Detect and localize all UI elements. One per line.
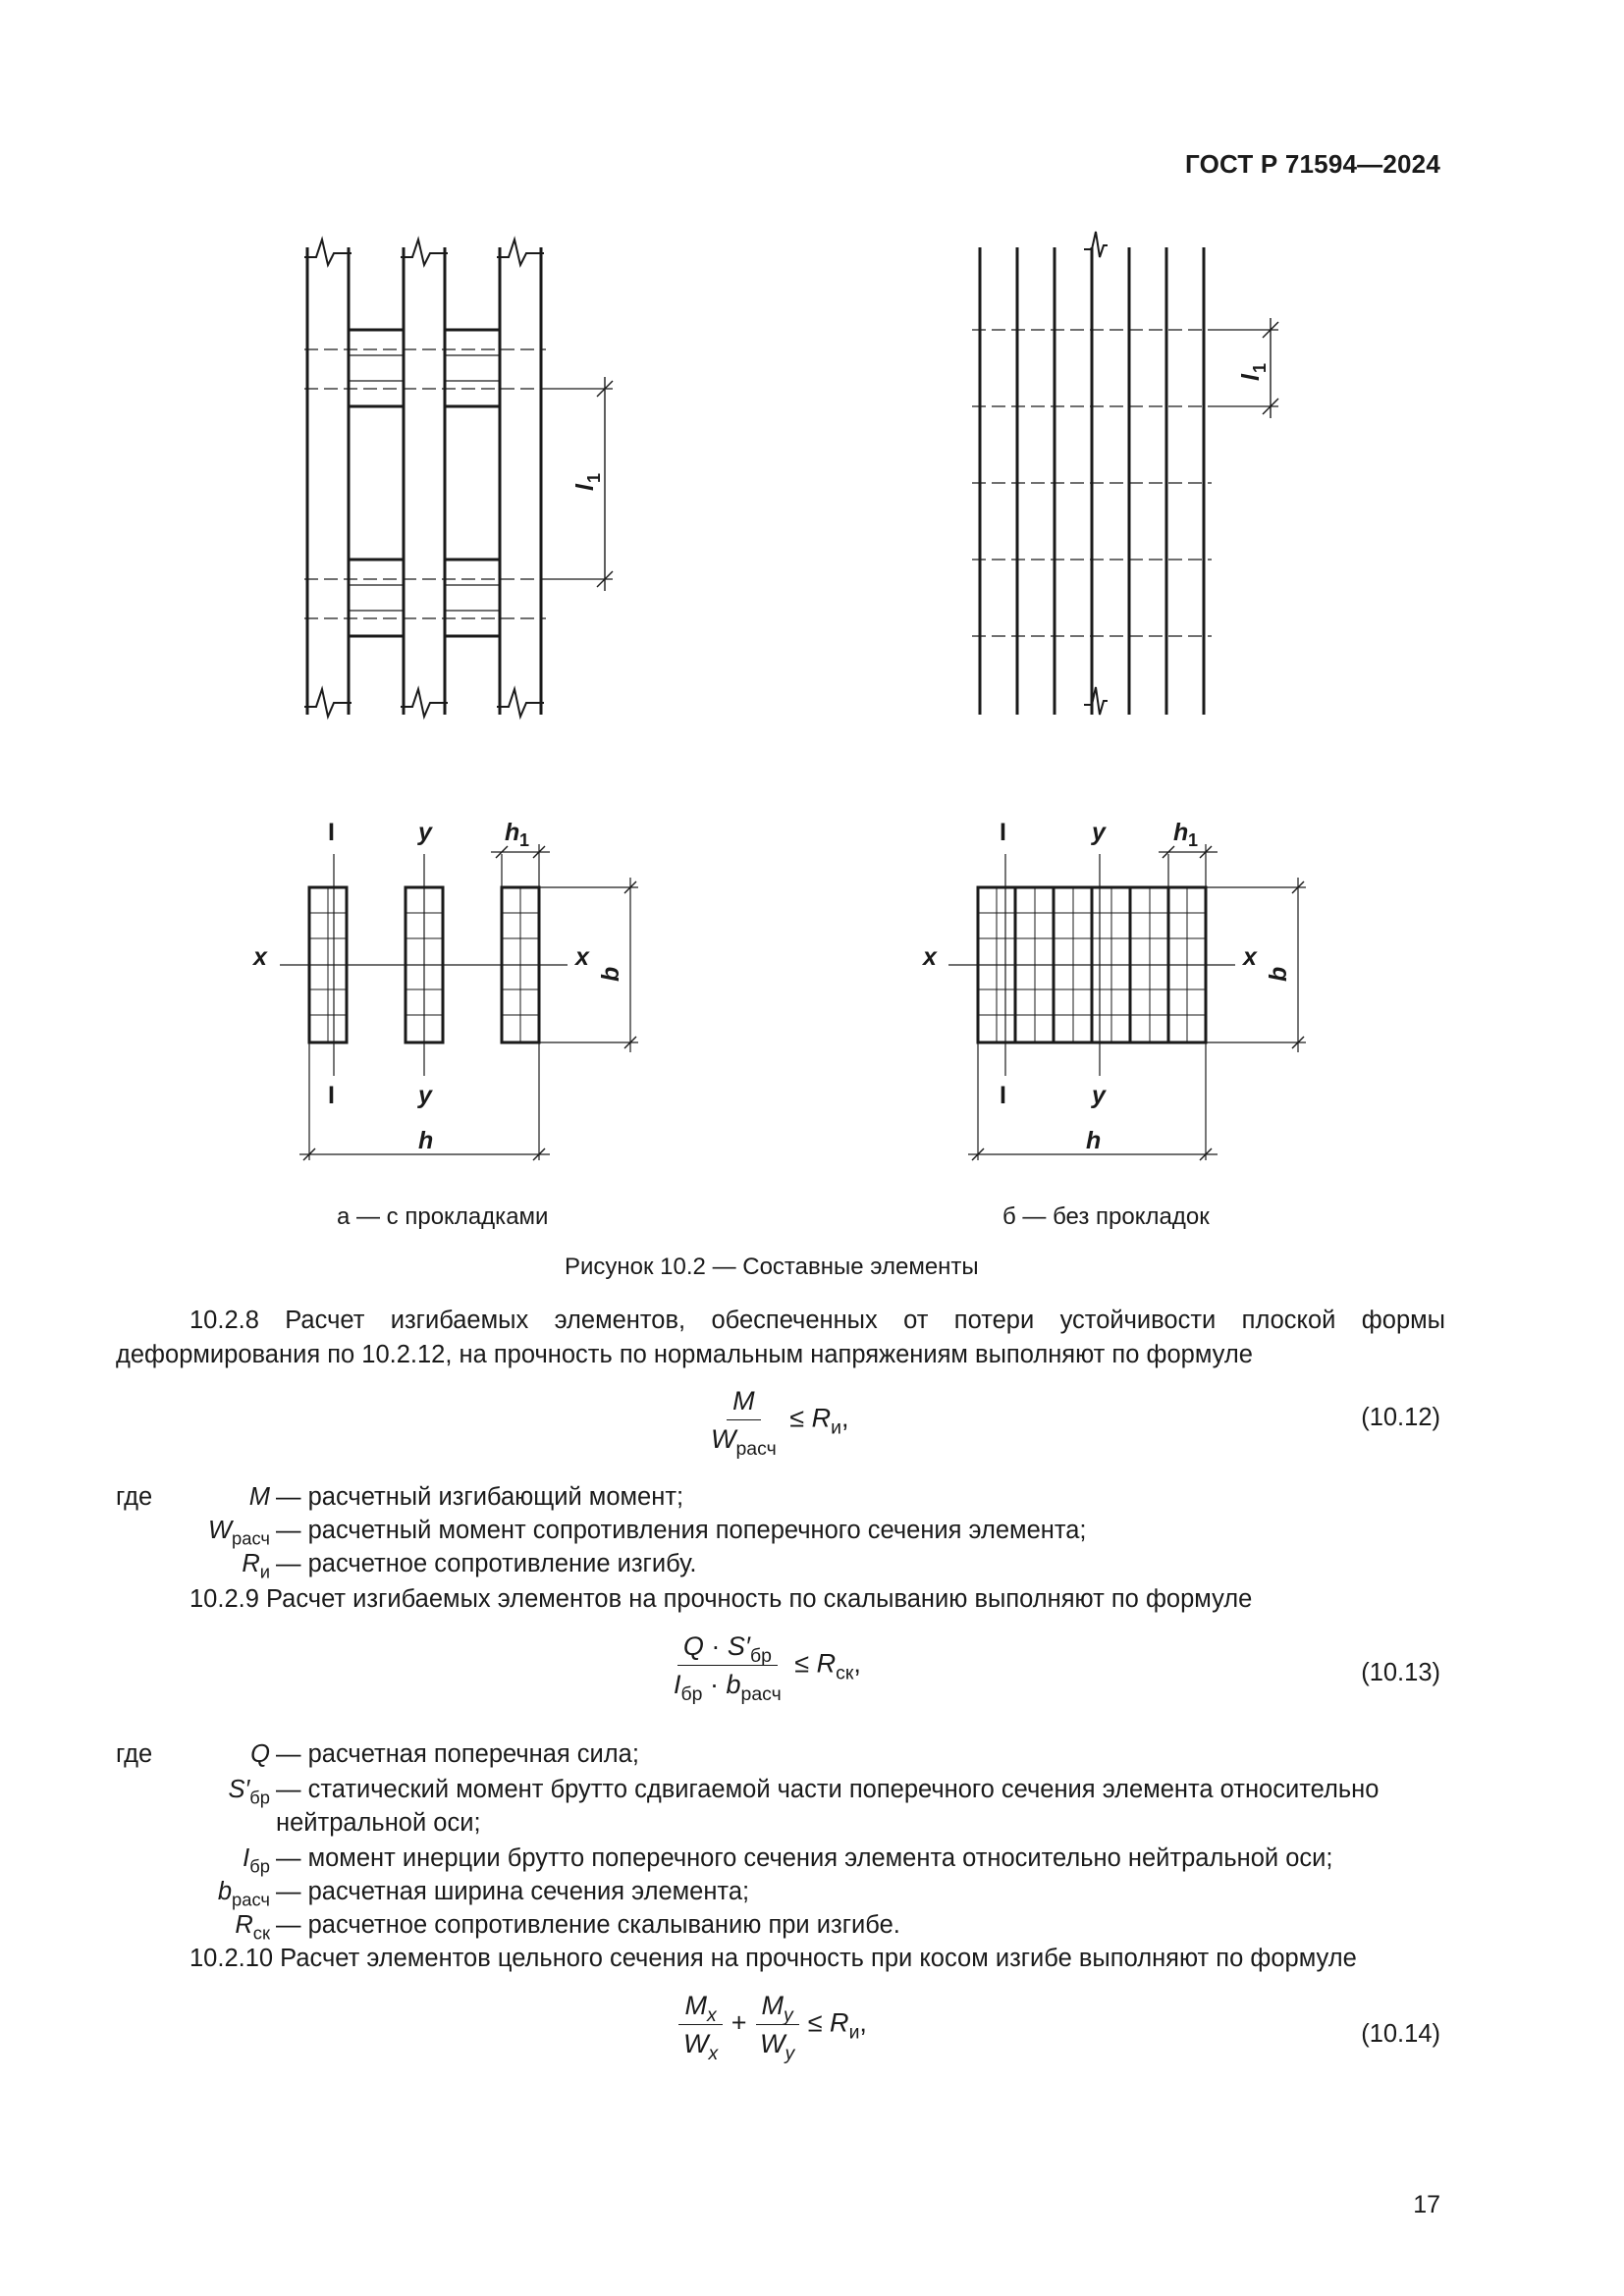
definition-row: $R_и$ — расчетное сопротивление изгибу. [242, 1550, 697, 1582]
paragraph-10-2-10: 10.2.10 Расчет элементов цельного сечения на прочность при косом изгибе выполняют по формуле [189, 1945, 1357, 1972]
label-axis-x-left-a: x [253, 943, 267, 971]
document-id: ГОСТ Р 71594—2024 [1185, 149, 1440, 179]
equation-number-10-13: (10.13) [1361, 1659, 1440, 1686]
svg-text:l: l [1237, 374, 1265, 381]
section-without-spacers [948, 844, 1306, 1160]
label-axis-i-top-left: I [328, 819, 335, 846]
where-label-2: где [116, 1740, 153, 1768]
svg-text:1: 1 [584, 472, 604, 483]
label-axis-i-top-right: I [1000, 819, 1006, 846]
elevation-with-spacers [304, 240, 613, 717]
definition-row: $S'_{бр}$ — статический момент брутто сдвигаемой части поперечного сечения элемента относительно нейтральной оси; [228, 1776, 1380, 1837]
formula-10-12: $\frac{M}{W_{расч}}$ ≤ $R_и$, [711, 1386, 849, 1460]
page-number: 17 [1413, 2191, 1440, 2218]
formula-10-13: $\frac{Q \cdot S'_{бр}}{I_{бр} \cdot b_{расч}}$ ≤ $R_{ск}$, [674, 1631, 861, 1705]
definition-row: M — расчетный изгибающий момент; [248, 1483, 684, 1511]
label-b-left [597, 967, 624, 982]
figure-title: Рисунок 10.2 — Составные элементы [565, 1254, 979, 1280]
svg-text:1: 1 [519, 830, 530, 850]
definition-row: $b_{расч}$ — расчетная ширина сечения элемента; [217, 1878, 750, 1910]
paragraph-10-2-9: 10.2.9 Расчет изгибаемых элементов на прочность по скалыванию выполняют по формуле [189, 1585, 1253, 1613]
elevation-without-spacers [972, 232, 1278, 715]
svg-text:1: 1 [1250, 362, 1270, 373]
caption-a: а — с прокладками [337, 1203, 549, 1230]
label-axis-y-bottom-left: y [418, 1082, 432, 1109]
label-axis-x-right-a: x [575, 943, 589, 971]
where-label-1: где [116, 1483, 153, 1511]
equation-number-10-14: (10.14) [1361, 2020, 1440, 2048]
caption-b: б — без прокладок [1002, 1203, 1210, 1230]
label-h-right: h [1086, 1127, 1102, 1154]
svg-text:b: b [1265, 966, 1292, 982]
svg-text:1: 1 [1188, 830, 1199, 850]
label-l1-right [1237, 363, 1270, 381]
definition-row: $W_{расч}$ — расчетный момент сопротивления поперечного сечения элемента; [207, 1517, 1087, 1549]
label-axis-i-bottom-left: I [328, 1082, 335, 1109]
label-h-left: h [418, 1127, 434, 1154]
label-h1-right: h [1173, 819, 1189, 846]
definition-row: Q — расчетная поперечная сила; [250, 1740, 639, 1768]
label-axis-y-top-right: y [1092, 819, 1106, 846]
definition-row: $I_{бр}$ — момент инерции брутто поперечного сечения элемента относительно нейтральной оси; [243, 1844, 1333, 1877]
label-b-right [1265, 967, 1292, 982]
svg-text:l: l [571, 484, 599, 491]
definition-row: $R_{ск}$ — расчетное сопротивление скалыванию при изгибе. [235, 1911, 900, 1944]
label-axis-x-left-b: x [923, 943, 937, 971]
label-axis-y-top-left: y [418, 819, 432, 846]
section-with-spacers [280, 844, 638, 1160]
label-l1-left [571, 473, 604, 491]
label-h1-left: h [505, 819, 520, 846]
formula-10-14: $\frac{M_x}{W_x}$ + $\frac{M_y}{W_y}$ ≤ $R_и$, [677, 1991, 867, 2058]
paragraph-10-2-8: 10.2.8 Расчет изгибаемых элементов, обеспеченных от потери устойчивости плоской формы деформирования по 10.2.12, на прочность по нормальным напряжениям выполняют по формуле [116, 1307, 1445, 1368]
label-axis-y-bottom-right: y [1092, 1082, 1106, 1109]
svg-text:b: b [597, 966, 624, 982]
label-axis-x-right-b: x [1243, 943, 1257, 971]
equation-number-10-12: (10.12) [1361, 1404, 1440, 1431]
label-axis-i-bottom-right: I [1000, 1082, 1006, 1109]
